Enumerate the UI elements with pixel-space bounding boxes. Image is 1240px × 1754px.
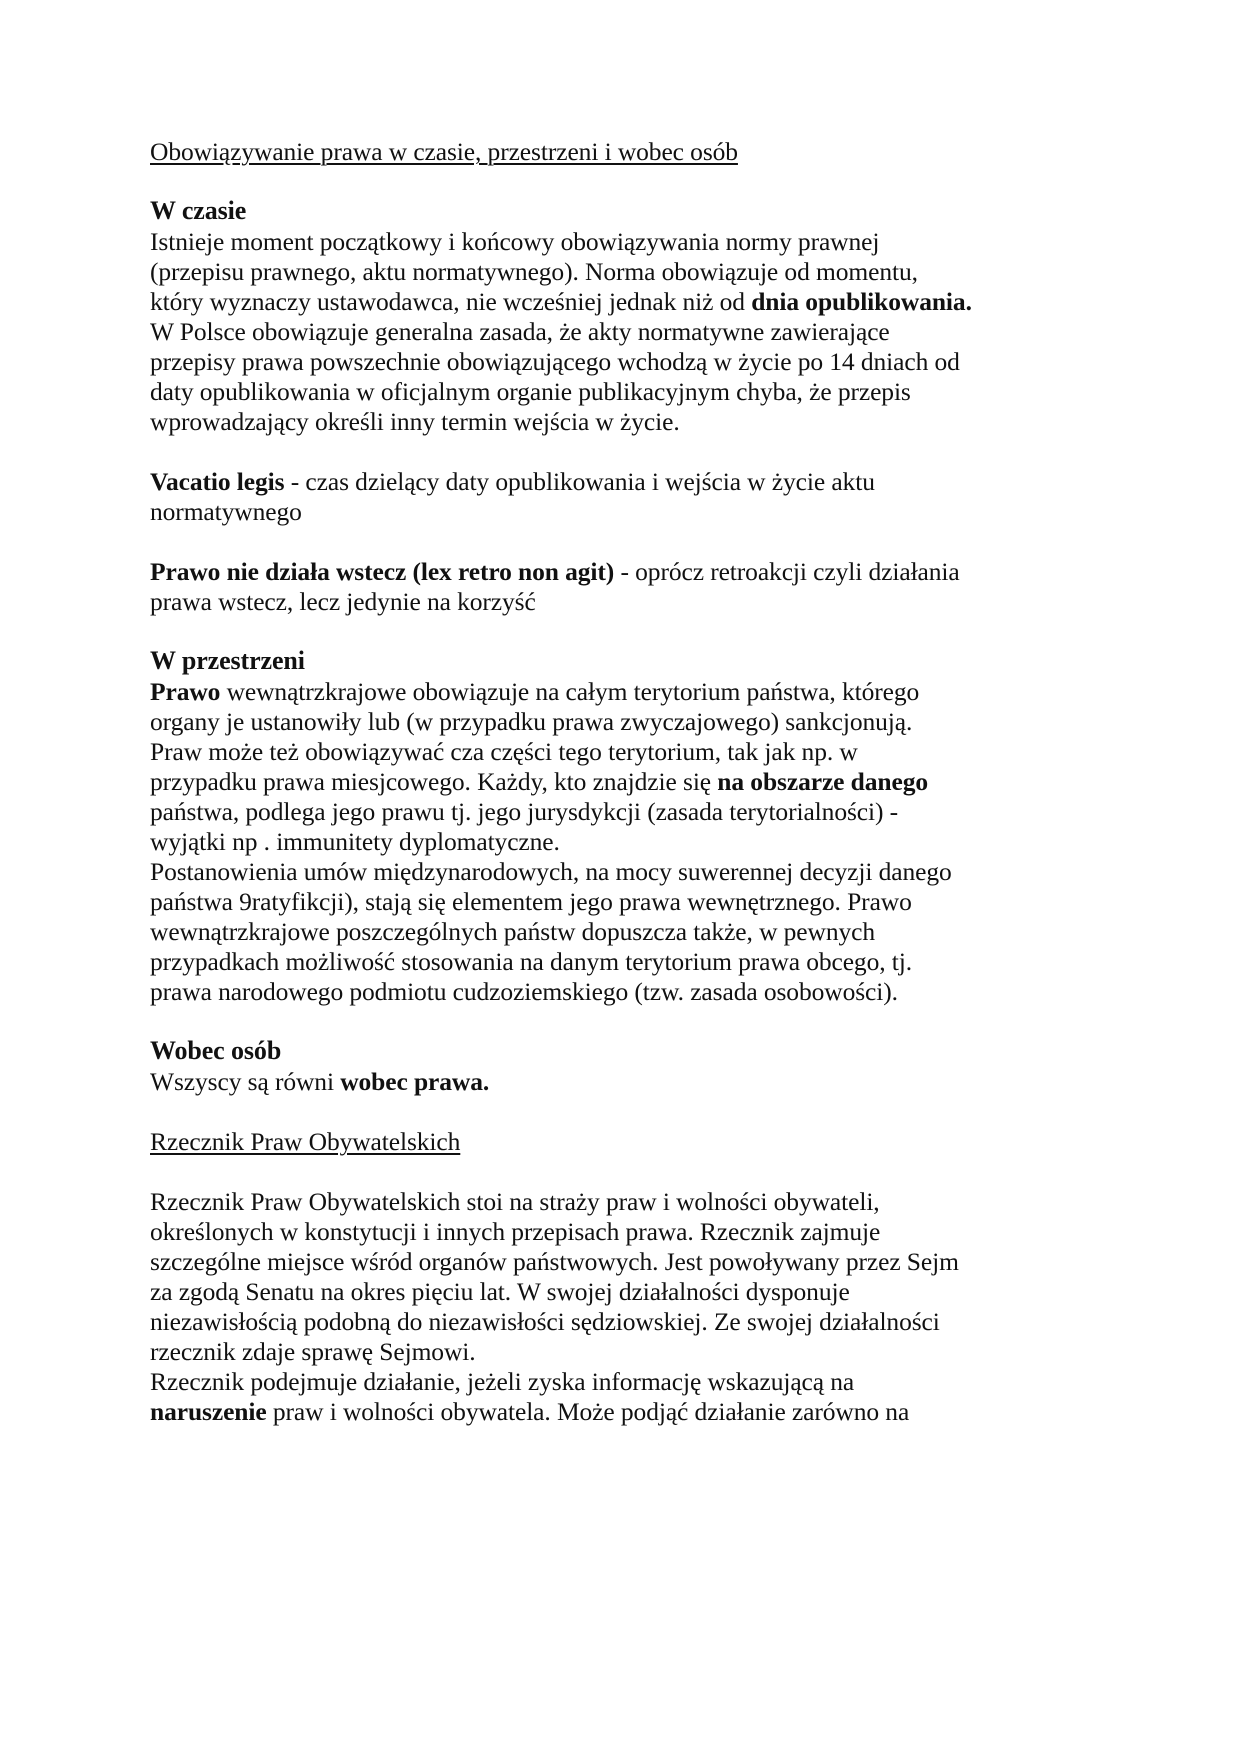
bold-word: naruszenie — [150, 1397, 267, 1426]
section-heading-rpo: Rzecznik Praw Obywatelskich — [150, 1127, 461, 1156]
text-run: przypadku prawa miesjcowego. Każdy, kto znajdzie się — [150, 767, 718, 796]
paragraph-line — [150, 675, 919, 708]
paragraph-line: W Polsce obowiązuje generalna zasada, że akty normatywne zawierające — [150, 317, 890, 346]
definition-text: - oprócz retroakcji czyli działania — [614, 557, 960, 586]
definition-lex-retro — [150, 555, 960, 588]
paragraph-line: przepisy prawa powszechnie obowiązującego wchodzą w życie po 14 dniach od — [150, 347, 960, 376]
paragraph-line — [150, 765, 928, 798]
paragraph-line — [150, 1065, 489, 1098]
text-run: wewnątrzkrajowe obowiązuje na całym terytorium państwa, którego — [220, 677, 920, 706]
definition-vacatio-legis — [150, 465, 875, 498]
paragraph-line: (przepisu prawnego, aktu normatywnego). Norma obowiązuje od momentu, — [150, 257, 918, 286]
paragraph-line: państwa, podlega jego prawu tj. jego jurysdykcji (zasada terytorialności) - — [150, 797, 899, 826]
paragraph-line: rzecznik zdaje sprawę Sejmowi. — [150, 1337, 476, 1366]
definition-continuation: prawa wstecz, lecz jedynie na korzyść — [150, 587, 536, 616]
paragraph-line: przypadkach możliwość stosowania na danym terytorium prawa obcego, tj. — [150, 947, 913, 976]
paragraph-line: wprowadzający określi inny termin wejścia w życie. — [150, 407, 680, 436]
text-run: który wyznaczy ustawodawca, nie wcześniej jednak niż od — [150, 287, 752, 316]
paragraph-line: Rzecznik Praw Obywatelskich stoi na straży praw i wolności obywateli, — [150, 1187, 880, 1216]
paragraph-line: Istnieje moment początkowy i końcowy obowiązywania normy prawnej — [150, 227, 880, 256]
paragraph-line — [150, 285, 972, 318]
text-run: praw i wolności obywatela. Może podjąć działanie zarówno na — [266, 1397, 910, 1426]
paragraph-line: Praw może też obowiązywać cza części tego terytorium, tak jak np. w — [150, 737, 858, 766]
bold-phrase: dnia opublikowania. — [751, 287, 972, 316]
paragraph-line: Rzecznik podejmuje działanie, jeżeli zyska informację wskazującą na — [150, 1367, 855, 1396]
paragraph-line: określonych w konstytucji i innych przepisach prawa. Rzecznik zajmuje — [150, 1217, 881, 1246]
paragraph-line: niezawisłością podobną do niezawisłości sędziowskiej. Ze swojej działalności — [150, 1307, 940, 1336]
term-latin: (lex retro non agit) — [406, 557, 615, 586]
paragraph-line: daty opublikowania w oficjalnym organie publikacyjnym chyba, że przepis — [150, 377, 911, 406]
text-run: Wszyscy są równi — [150, 1067, 341, 1096]
definition-continuation: normatywnego — [150, 497, 302, 526]
paragraph-line: państwa 9ratyfikcji), stają się elementem jego prawa wewnętrznego. Prawo — [150, 887, 912, 916]
paragraph-line: za zgodą Senatu na okres pięciu lat. W swojej działalności dysponuje — [150, 1277, 850, 1306]
bold-word: Prawo — [150, 677, 221, 706]
bold-phrase: na obszarze danego — [717, 767, 928, 796]
section-heading-wobec-osob: Wobec osób — [150, 1036, 282, 1065]
paragraph-line: Postanowienia umów międzynarodowych, na mocy suwerennej decyzji danego — [150, 857, 952, 886]
section-heading-w-czasie: W czasie — [150, 196, 247, 225]
paragraph-line: wyjątki np . immunitety dyplomatyczne. — [150, 827, 560, 856]
paragraph-line — [150, 1395, 909, 1428]
section-heading-w-przestrzeni: W przestrzeni — [150, 646, 305, 675]
paragraph-line: prawa narodowego podmiotu cudzoziemskiego (tzw. zasada osobowości). — [150, 977, 898, 1006]
term-lex-retro: Prawo nie działa wstecz — [150, 557, 407, 586]
paragraph-line: szczególne miejsce wśród organów państwowych. Jest powoływany przez Sejm — [150, 1247, 959, 1276]
term-vacatio-legis: Vacatio legis — [150, 467, 285, 496]
document-title: Obowiązywanie prawa w czasie, przestrzeni i wobec osób — [150, 137, 738, 166]
paragraph-line: organy je ustanowiły lub (w przypadku prawa zwyczajowego) sankcjonują. — [150, 707, 913, 736]
paragraph-line: wewnątrzkrajowe poszczególnych państw dopuszcza także, w pewnych — [150, 917, 876, 946]
definition-text: - czas dzielący daty opublikowania i wejścia w życie aktu — [284, 467, 875, 496]
bold-phrase: wobec prawa. — [340, 1067, 490, 1096]
